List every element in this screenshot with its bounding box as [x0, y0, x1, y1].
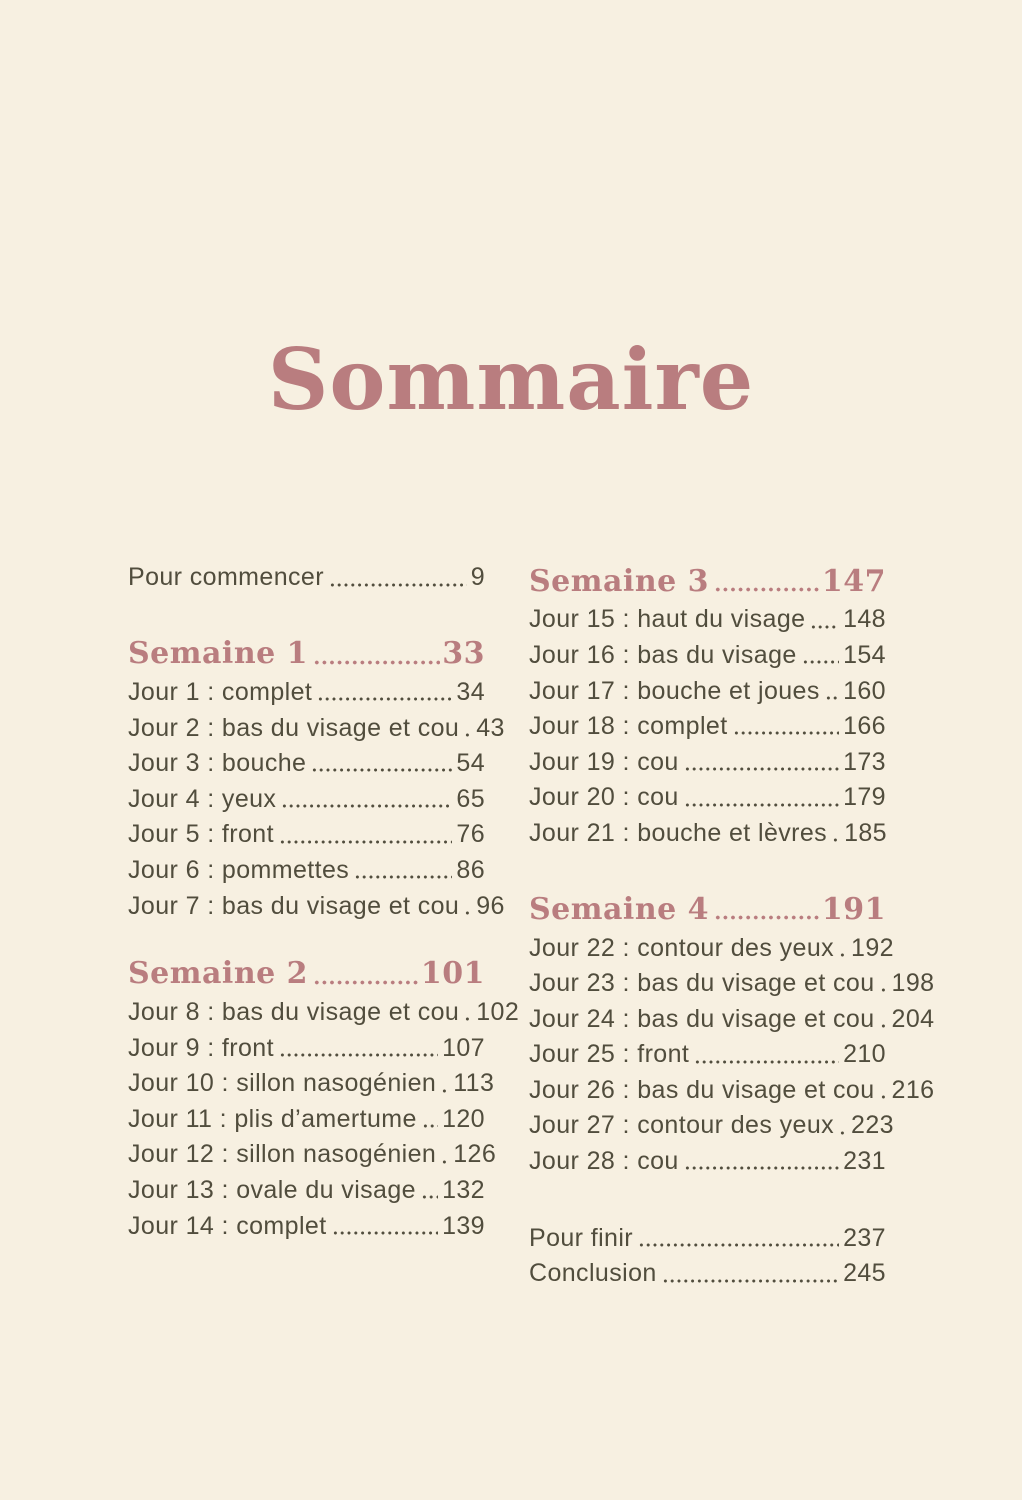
- toc-entry-page: 126: [453, 1140, 497, 1169]
- dot-leader: [839, 1131, 847, 1135]
- toc-entry-label: Jour 16 : bas du visage: [529, 640, 797, 669]
- toc-entry-label: Pour finir: [529, 1223, 634, 1252]
- toc-entry-jour-12: [128, 1135, 497, 1171]
- toc-entry-label: Jour 7 : bas du visage et cou: [128, 891, 460, 920]
- toc-entry-page: 192: [851, 933, 894, 962]
- toc-entry-page: 34: [456, 677, 485, 706]
- toc-entry-page: 102: [476, 998, 520, 1027]
- toc-entry-jour-14: [128, 1206, 485, 1242]
- dot-leader: [354, 875, 452, 879]
- toc-entry-label: Jour 27 : contour des yeux: [529, 1111, 835, 1140]
- dot-leader: [279, 840, 452, 844]
- toc-entry-jour-7: [128, 886, 505, 922]
- toc-entry-jour-26: [529, 1071, 935, 1107]
- dot-leader: [317, 697, 452, 701]
- toc-entry-jour-23: [529, 964, 935, 1000]
- toc-entry-page: 179: [843, 783, 886, 812]
- toc-entry-page: 173: [843, 747, 886, 776]
- toc-section-page: 33: [442, 636, 485, 672]
- toc-column-left: [128, 558, 520, 1290]
- dot-leader: [832, 838, 840, 842]
- dot-leader: [802, 660, 839, 664]
- toc-entry-jour-10: [128, 1064, 495, 1100]
- toc-entry-jour-17: [529, 671, 886, 707]
- toc-entry-page: 54: [456, 749, 485, 778]
- toc-entry-jour-25: [529, 1035, 886, 1071]
- toc-entry-page: 216: [891, 1075, 935, 1104]
- toc-entry-jour-19: [529, 742, 886, 778]
- toc-entry-label: Jour 25 : front: [529, 1040, 690, 1069]
- toc-entry-page: 9: [470, 563, 485, 592]
- dot-leader: [662, 1279, 839, 1283]
- toc-entry-jour-24: [529, 999, 935, 1035]
- toc-entry-page: 76: [456, 820, 485, 849]
- toc-section-title: Semaine 3: [529, 563, 710, 599]
- toc-entry-jour-28: [529, 1142, 886, 1178]
- toc-entry-label: Jour 20 : cou: [529, 783, 679, 812]
- toc-entry-label: Jour 9 : front: [128, 1033, 274, 1062]
- toc-entry-jour-9: [128, 1028, 485, 1064]
- toc-section-page: 147: [821, 563, 886, 599]
- toc-entry-jour-20: [529, 778, 886, 814]
- toc-entry-page: 223: [851, 1111, 894, 1140]
- spacer: [128, 922, 485, 951]
- table-of-contents: [128, 558, 935, 1290]
- toc-entry-label: Jour 5 : front: [128, 820, 274, 849]
- toc-entry-label: Conclusion: [529, 1259, 657, 1288]
- toc-entry-label: Jour 28 : cou: [529, 1147, 679, 1176]
- toc-entry-page: 86: [456, 855, 485, 884]
- dot-leader: [684, 1166, 839, 1170]
- dot-leader: [332, 1231, 439, 1235]
- toc-entry-page: 245: [843, 1259, 886, 1288]
- dot-leader: [464, 911, 472, 915]
- toc-entry-page: 113: [453, 1069, 495, 1098]
- dot-leader: [880, 1024, 888, 1028]
- dot-leader: [880, 1095, 888, 1099]
- toc-entry-label: Jour 6 : pommettes: [128, 855, 350, 884]
- dot-leader: [714, 915, 820, 920]
- dot-leader: [281, 804, 452, 808]
- toc-entry-jour-4: [128, 779, 485, 815]
- toc-entry-label: Jour 11 : plis d’amertume: [128, 1104, 417, 1133]
- toc-entry-label: Jour 8 : bas du visage et cou: [128, 998, 460, 1027]
- toc-section-title: Semaine 4: [529, 891, 710, 927]
- toc-section-semaine-2: [128, 951, 485, 993]
- spacer: [529, 1177, 886, 1218]
- toc-entry-page: 198: [891, 969, 935, 998]
- toc-entry-label: Pour commencer: [128, 563, 324, 592]
- dot-leader: [825, 696, 839, 700]
- toc-entry-jour-8: [128, 993, 520, 1029]
- dot-leader: [421, 1195, 438, 1199]
- dot-leader: [464, 733, 472, 737]
- dot-leader: [684, 803, 839, 807]
- toc-entry-jour-2: [128, 708, 505, 744]
- toc-entry-label: Jour 3 : bouche: [128, 749, 307, 778]
- dot-leader: [733, 731, 840, 735]
- toc-entry-page: 166: [843, 712, 886, 741]
- toc-column-right: [529, 558, 935, 1290]
- toc-entry-jour-13: [128, 1171, 485, 1207]
- toc-entry-page: 160: [843, 676, 886, 705]
- toc-entry-label: Jour 18 : complet: [529, 712, 728, 741]
- toc-entry-label: Jour 10 : sillon nasogénien: [128, 1069, 437, 1098]
- toc-entry-jour-1: [128, 673, 485, 709]
- toc-entry-label: Jour 12 : sillon nasogénien: [128, 1140, 437, 1169]
- toc-entry-page: 237: [843, 1223, 886, 1252]
- toc-entry-label: Jour 15 : haut du visage: [529, 605, 806, 634]
- toc-entry-page: 148: [843, 605, 886, 634]
- toc-entry-jour-11: [128, 1100, 485, 1136]
- toc-entry-pour-commencer: [128, 558, 485, 594]
- dot-leader: [810, 625, 839, 629]
- dot-leader: [464, 1017, 472, 1021]
- toc-entry-page: 139: [442, 1211, 485, 1240]
- toc-section-title: Semaine 2: [128, 956, 309, 992]
- spacer: [529, 849, 886, 886]
- toc-entry-label: Jour 2 : bas du visage et cou: [128, 713, 460, 742]
- toc-section-semaine-3: [529, 558, 886, 600]
- dot-leader: [311, 768, 452, 772]
- toc-entry-label: Jour 24 : bas du visage et cou: [529, 1004, 875, 1033]
- toc-entry-label: Jour 17 : bouche et joues: [529, 676, 820, 705]
- toc-section-page: 191: [821, 891, 886, 927]
- toc-entry-jour-15: [529, 600, 886, 636]
- toc-entry-page: 120: [442, 1104, 485, 1133]
- toc-entry-label: Jour 19 : cou: [529, 747, 679, 776]
- toc-entry-page: 231: [843, 1147, 886, 1176]
- toc-entry-page: 185: [844, 818, 887, 847]
- toc-entry-jour-21: [529, 814, 886, 850]
- toc-entry-page: 107: [442, 1033, 485, 1062]
- toc-entry-page: 154: [843, 640, 886, 669]
- toc-entry-label: Jour 4 : yeux: [128, 784, 277, 813]
- page-title: Sommaire: [267, 330, 755, 429]
- toc-entry-label: Jour 23 : bas du visage et cou: [529, 969, 875, 998]
- toc-entry-page: 96: [476, 891, 505, 920]
- dot-leader: [422, 1124, 438, 1128]
- dot-leader: [313, 980, 419, 985]
- toc-entry-label: Jour 21 : bouche et lèvres: [529, 818, 828, 847]
- toc-entry-label: Jour 26 : bas du visage et cou: [529, 1075, 875, 1104]
- toc-entry-label: Jour 13 : ovale du visage: [128, 1176, 416, 1205]
- toc-entry-jour-22: [529, 928, 894, 964]
- toc-entry-jour-16: [529, 636, 886, 672]
- toc-entry-conclusion: [529, 1254, 886, 1290]
- toc-entry-page: 210: [843, 1040, 886, 1069]
- dot-leader: [279, 1053, 438, 1057]
- toc-entry-label: Jour 1 : complet: [128, 677, 313, 706]
- toc-entry-page: 65: [456, 784, 485, 813]
- toc-entry-page: 43: [476, 713, 505, 742]
- dot-leader: [329, 583, 467, 587]
- toc-section-title: Semaine 1: [128, 636, 309, 672]
- toc-section-semaine-1: [128, 631, 485, 673]
- spacer: [128, 594, 485, 631]
- toc-entry-jour-27: [529, 1106, 894, 1142]
- dot-leader: [441, 1089, 449, 1093]
- toc-entry-jour-5: [128, 815, 485, 851]
- dot-leader: [313, 660, 440, 665]
- toc-entry-label: Jour 14 : complet: [128, 1211, 327, 1240]
- toc-entry-label: Jour 22 : contour des yeux: [529, 933, 835, 962]
- dot-leader: [714, 587, 820, 592]
- toc-entry-jour-6: [128, 851, 485, 887]
- toc-entry-jour-3: [128, 744, 485, 780]
- dot-leader: [839, 953, 847, 957]
- dot-leader: [441, 1160, 449, 1164]
- dot-leader: [638, 1243, 839, 1247]
- toc-entry-jour-18: [529, 707, 886, 743]
- toc-entry-pour-finir: [529, 1218, 886, 1254]
- toc-section-semaine-4: [529, 886, 886, 928]
- toc-entry-page: 132: [442, 1176, 485, 1205]
- toc-section-page: 101: [420, 956, 485, 992]
- dot-leader: [694, 1060, 839, 1064]
- toc-entry-page: 204: [891, 1004, 935, 1033]
- dot-leader: [880, 988, 888, 992]
- dot-leader: [684, 767, 839, 771]
